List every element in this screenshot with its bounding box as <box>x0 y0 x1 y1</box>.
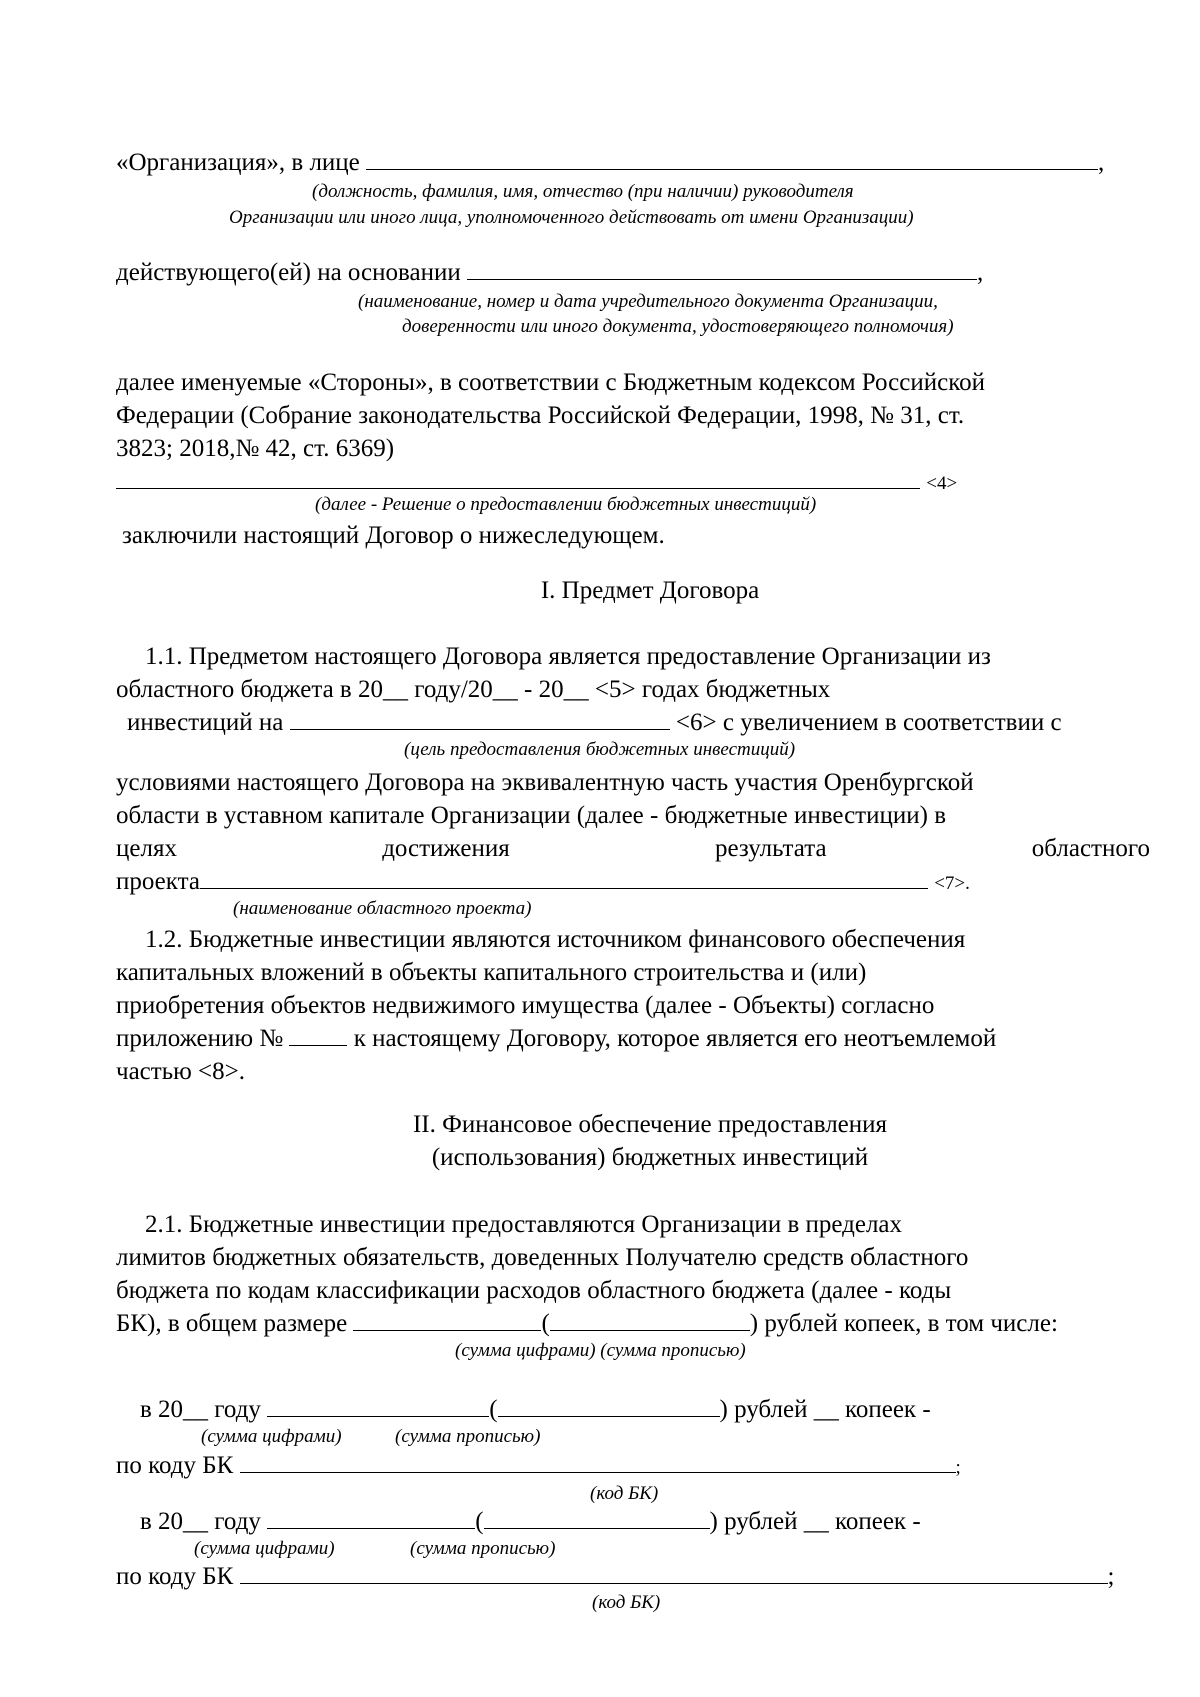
section-2-title-1: II. Финансовое обеспечение предоставления <box>412 1111 888 1138</box>
word-4: областного <box>1031 835 1150 862</box>
p12-line-2: капитальных вложений в объекты капитального строительства и (или) <box>116 959 867 986</box>
year-1-line: в 20__ году ( ) рублей __ копеек - <box>140 1396 931 1423</box>
p11-line-6 <box>116 834 1150 864</box>
bk-2-note: (код БК) <box>592 1592 661 1613</box>
total-words-blank[interactable] <box>550 1310 750 1331</box>
p21-line-2: лимитов бюджетных обязательств, доведенных Получателю средств областного <box>116 1244 969 1271</box>
p11-line-7-a: проекта <box>116 868 200 895</box>
p11-line-3-b: <6> с увеличением в соответствии с <box>675 709 1062 736</box>
p11-line-1: 1.1. Предметом настоящего Договора является предоставление Организации из <box>145 643 991 670</box>
p12-line-3: приобретения объектов недвижимого имущества (далее - Объекты) согласно <box>116 992 935 1019</box>
p11-line-4: условиями настоящего Договора на эквивалентную часть участия Оренбургской <box>116 769 974 796</box>
purpose-blank[interactable] <box>290 709 670 730</box>
p11-line-3-a: инвестиций на <box>127 709 284 736</box>
p11-line-3 <box>127 708 1062 738</box>
bk-2-line <box>116 1562 1115 1592</box>
appendix-number-blank[interactable] <box>289 1025 347 1046</box>
p12-line-1: 1.2. Бюджетные инвестиции являются источником финансового обеспечения <box>145 926 966 953</box>
p11-line-2: областного бюджета в 20__ году/20__ - 20__ <5> годах бюджетных <box>116 676 831 703</box>
p21-line-4-a: БК), в общем размере <box>116 1310 348 1337</box>
p12-line-4-a: приложению № <box>116 1025 284 1052</box>
p12-line-5: частью <8>. <box>116 1058 245 1085</box>
year-1-words-blank[interactable] <box>498 1396 720 1417</box>
section-1-title: I. Предмет Договора <box>540 577 760 604</box>
year-2-note-digits: (сумма цифрами) <box>194 1538 335 1559</box>
p12-line-4-b: к настоящему Договору, которое является его неотъемлемой <box>353 1025 997 1052</box>
p21-line-4: БК), в общем размере ( ) рублей копеек, в том числе: <box>116 1310 1058 1337</box>
year-1-label: в 20__ году <box>140 1396 261 1423</box>
p21-line-1: 2.1. Бюджетные инвестиции предоставляются Организации в пределах <box>145 1211 903 1238</box>
bk-1-note: (код БК) <box>590 1483 659 1504</box>
basis-comma: , <box>976 259 984 286</box>
parties-line-1: далее именуемые «Стороны», в соответствии с Бюджетным кодексом Российской <box>116 369 985 396</box>
org-note-2: Организации или иного лица, уполномоченного действовать от имени Организации) <box>229 207 914 228</box>
year-2-words-blank[interactable] <box>484 1508 710 1529</box>
p11-line-7 <box>116 867 970 899</box>
decision-blank[interactable] <box>116 468 920 489</box>
word-1: целях <box>116 835 177 862</box>
word-3: результата <box>714 835 827 862</box>
year-2-tail: ) рублей __ копеек - <box>709 1508 921 1535</box>
bk-1-blank[interactable] <box>240 1452 956 1473</box>
basis-prefix: действующего(ей) на основании <box>116 259 461 286</box>
bk-1-line <box>116 1451 961 1483</box>
year-1-tail: ) рублей __ копеек - <box>719 1396 931 1423</box>
basis-line <box>116 258 983 288</box>
year-2-label: в 20__ году <box>140 1508 261 1535</box>
decision-note: (далее - Решение о предоставлении бюджетных инвестиций) <box>315 494 817 515</box>
total-digits-blank[interactable] <box>353 1310 541 1331</box>
org-note-1: (должность, фамилия, имя, отчество (при наличии) руководителя <box>312 181 854 202</box>
bk-2-blank[interactable] <box>240 1563 1108 1584</box>
sums-note: (сумма цифрами) (сумма прописью) <box>455 1340 746 1361</box>
ref-4: <4> <box>926 473 958 494</box>
p21-line-4-b: ) рублей копеек, в том числе: <box>749 1310 1058 1337</box>
project-blank[interactable] <box>200 868 928 889</box>
org-blank[interactable] <box>366 149 1098 170</box>
year-1-digits-blank[interactable] <box>267 1396 489 1417</box>
purpose-note: (цель предоставления бюджетных инвестиций) <box>404 739 796 760</box>
org-comma: , <box>1098 149 1105 176</box>
org-line <box>116 148 1104 178</box>
bk-2-end: ; <box>1107 1563 1115 1590</box>
parties-line-2: Федерации (Собрание законодательства Российской Федерации, 1998, № 31, ст. <box>116 402 965 429</box>
ref-7: <7>. <box>934 873 970 894</box>
year-1-note-words: (сумма прописью) <box>395 1426 541 1447</box>
year-2-line: в 20__ году ( ) рублей __ копеек - <box>140 1508 921 1535</box>
bk-1-end: ; <box>955 1457 961 1478</box>
org-prefix: «Организация», в лице <box>116 149 360 176</box>
year-2-note-words: (сумма прописью) <box>410 1538 556 1559</box>
bk-2-label: по коду БК <box>116 1563 234 1590</box>
basis-blank[interactable] <box>467 259 977 280</box>
basis-note-1: (наименование, номер и дата учредительного документа Организации, <box>358 291 938 312</box>
section-2-title-2: (использования) бюджетных инвестиций <box>431 1144 869 1171</box>
parties-line-3: 3823; 2018,№ 42, ст. 6369) <box>116 435 395 462</box>
basis-note-2: доверенности или иного документа, удостоверяющего полномочия) <box>402 316 954 337</box>
p21-line-3: бюджета по кодам классификации расходов областного бюджета (далее - коды <box>116 1277 952 1304</box>
word-2: достижения <box>382 835 510 862</box>
p12-line-4 <box>116 1024 996 1054</box>
p11-line-5: области в уставном капитале Организации (далее - бюджетные инвестиции) в <box>116 802 946 829</box>
project-note: (наименование областного проекта) <box>233 898 532 919</box>
year-1-note-digits: (сумма цифрами) <box>201 1426 342 1447</box>
year-2-digits-blank[interactable] <box>267 1508 475 1529</box>
concluded-line: заключили настоящий Договор о нижеследующем. <box>122 522 665 549</box>
bk-1-label: по коду БК <box>116 1452 234 1479</box>
